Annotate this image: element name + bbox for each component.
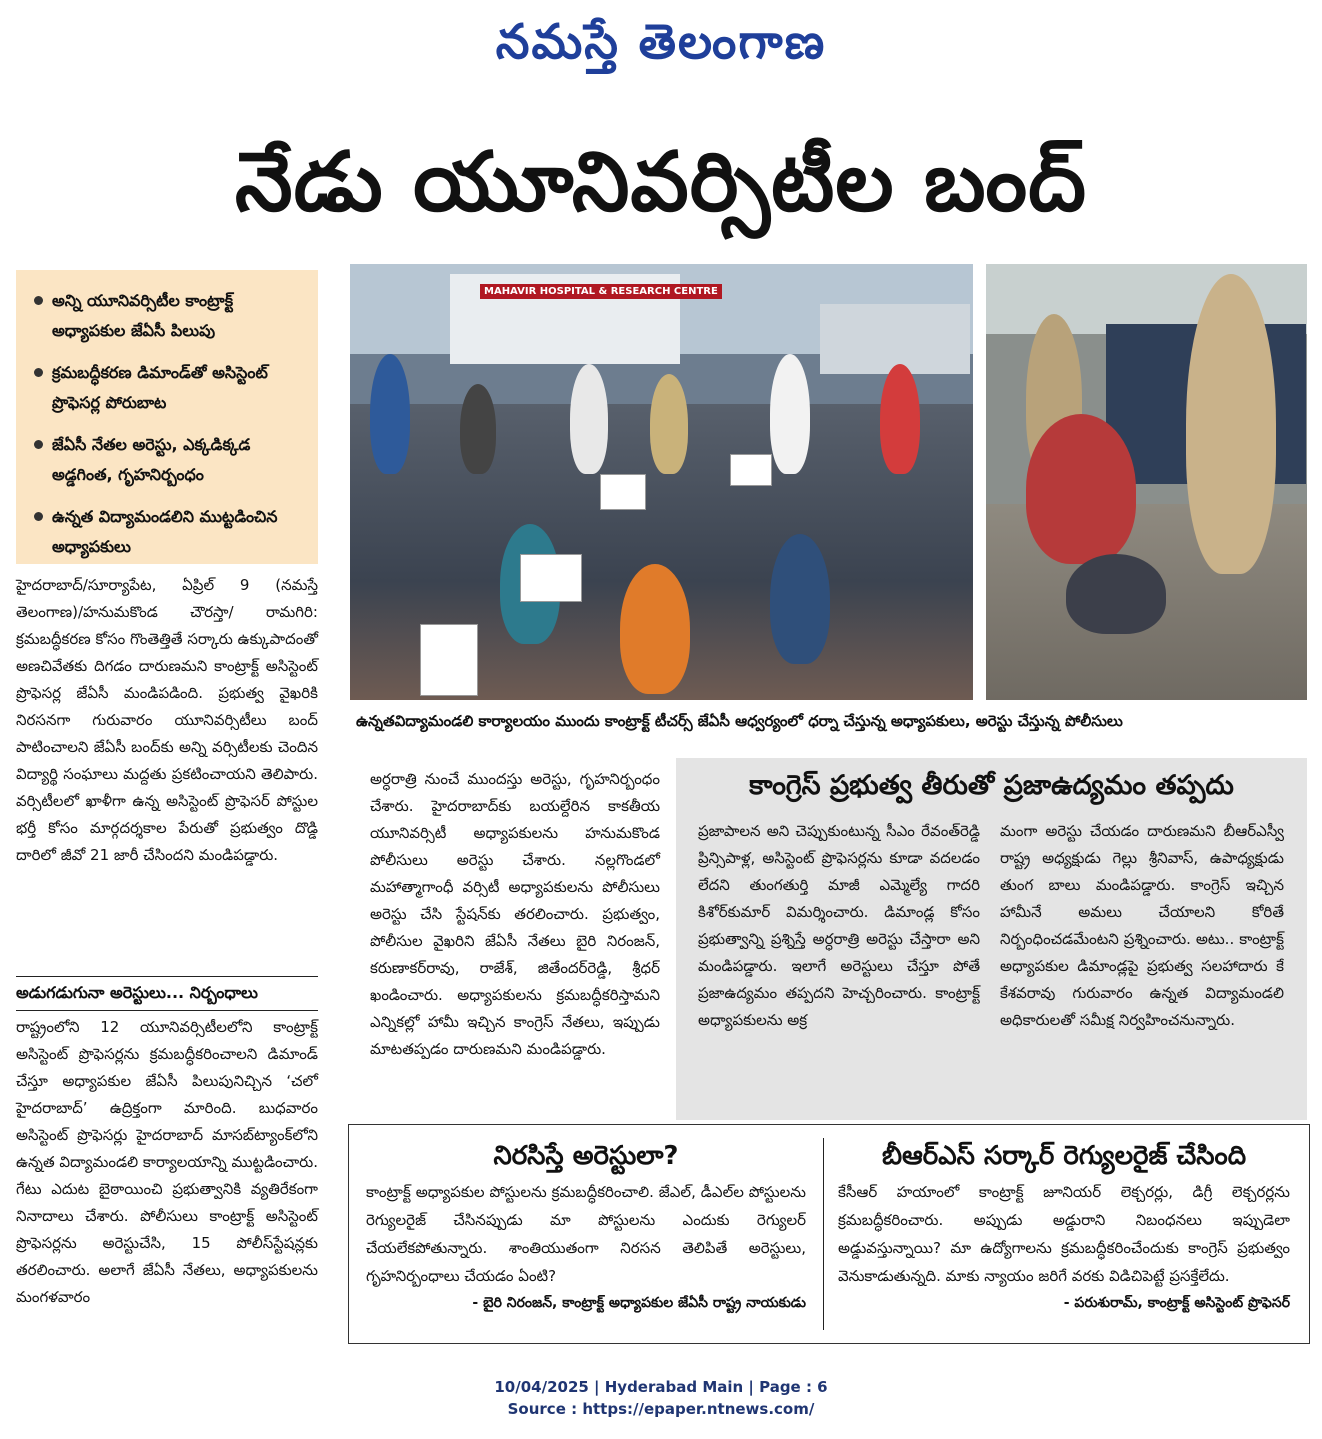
quote-block <box>838 1134 1290 1316</box>
article-body-2: అర్ధరాత్రి నుంచే ముందస్తు అరెస్టు, గృహనిర్బంధం చేశారు. హైదరాబాద్‌కు బయల్దేరిన కాకతీయ యూనివర్సిటీ అధ్యాపకులను హనుమకొండ పోలీసులు అరెస్టు చేశారు. నల్లగొండలో మహాత్మాగాంధీ వర్సిటీ అధ్యాపకులను పోలీసులు అరెస్టు చేసి స్టేషన్‌కు తరలించారు. ప్రభుత్వం, పోలీసుల వైఖరిని జేఏసీ నేతలు బైరి నిరంజన్‌, కరుణాకర్‌రావు, రాజేశ్‌, జితేందర్‌రెడ్డి, శ్రీధర్‌ ఖండించారు. అధ్యాపకులను క్రమబద్ధీకరిస్తామని ఎన్నికల్లో హామీ ఇచ్చిన కాంగ్రెస్‌ నేతలు, ఇప్పుడు మాటతప్పడం దారుణమని మండిపడ్డారు. <box>370 770 660 1058</box>
footer-date: 10/04/2025 | Hyderabad Main | Page : 6 <box>494 1378 828 1396</box>
bullet-icon <box>34 512 43 521</box>
article-lead: హైదరాబాద్‌/సూర్యాపేట, ఏప్రిల్‌ 9 (నమస్తే తెలంగాణ)/హనుమకొండ చౌరస్తా/ రామగిరి: క్రమబద్ధీకరణ కోసం గొంతెత్తితే సర్కారు ఉక్కుపాదంతో అణచివేతకు దిగడం దారుణమని కాంట్రాక్ట్‌ అసిస్టెంట్‌ ప్రొఫెసర్ల జేఏసీ మండిపడింది. ప్రభుత్వ వైఖరికి నిరసనగా గురువారం యూనివర్సిటీలు బంద్‌ పాటించాలని జేఏసీ బంద్‌కు అన్ని వర్సిటీలకు చెందిన విద్యార్థి సంఘాలు మద్దతు ప్రకటించాయని తెలిపారు. వర్సిటీలలో ఖాళీగా ఉన్న అసిస్టెంట్‌ ప్రొఫెసర్‌ పోస్టుల భర్తీ కోసం మార్గదర్శకాల పేరుతో ప్రభుత్వం దొడ్డి దారిలో జీవో 21 జారీ చేసిందని మండిపడ్డారు. <box>16 576 318 864</box>
masthead-logo: నమస్తే తెలంగాణ <box>495 14 827 70</box>
hospital-sign: MAHAVIR HOSPITAL & RESEARCH CENTRE <box>480 284 722 299</box>
quote-title: బీఆర్‌ఎస్‌ సర్కార్‌ రెగ్యులరైజ్‌ చేసింది <box>881 1141 1247 1171</box>
article-column-1b <box>16 1014 318 1311</box>
article-subhead: అడుగడుగునా అరెస్టులు... నిర్బంధాలు <box>16 983 258 1002</box>
highlight-item: క్రమబద్ధీకరణ డిమాండ్‌తో అసిస్టెంట్‌ ప్రొఫెసర్ల పోరుబాట <box>30 358 310 418</box>
quote-body: కేసీఆర్‌ హయాంలో కాంట్రాక్ట్‌ జూనియర్‌ లెక్చరర్లు, డిగ్రీ లెక్చరర్లను క్రమబద్ధీకరించారు. అప్పుడు అడ్డురాని నిబంధనలు ఇప్పుడెలా అడ్డువస్తున్నాయి? మా ఉద్యోగాలను క్రమబద్ధీకరించేందుకు కాంగ్రెస్‌ ప్రభుత్వం వెనుకాడుతున్నది. మాకు న్యాయం జరిగే వరకు విడిచిపెట్టే ప్రసక్తేలేదు. <box>838 1183 1290 1285</box>
article-body-1: రాష్ట్రంలోని 12 యూనివర్సిటీలలోని కాంట్రాక్ట్‌ అసిస్టెంట్‌ ప్రొఫెసర్లను క్రమబద్ధీకరించాలని డిమాండ్‌ చేస్తూ అధ్యాపకుల జేఏసీ పిలుపునిచ్చిన ‘చలో హైదరాబాద్‌’ ఉద్రిక్తంగా మారింది. బుధవారం అసిస్టెంట్‌ ప్రొఫెసర్లు హైదరాబాద్‌ మాసబ్‌ట్యాంక్‌లోని ఉన్నత విద్యామండలి కార్యాలయాన్ని ముట్టడించారు. గేటు ఎదుట బైఠాయించి ప్రభుత్వానికి వ్యతిరేకంగా నినాదాలు చేశారు. పోలీసులు కాంట్రాక్ట్‌ అసిస్టెంట్‌ ప్రొఫెసర్లను అరెస్టుచేసి, 15 పోలీస్‌స్టేషన్లకు తరలించారు. అలాగే జేఏసీ నేతలు, అధ్యాపకులను మంగళవారం <box>16 1018 319 1306</box>
bullet-icon <box>34 368 43 377</box>
sidebar-column-2: మంగా అరెస్టు చేయడం దారుణమని బీఆర్‌ఎస్వీ రాష్ట్ర అధ్యక్షుడు గెల్లు శ్రీనివాస్‌, ఉపాధ్యక్షుడు తుంగ బాలు మండిపడ్డారు. కాంగ్రెస్‌ ఇచ్చిన హామీనే అమలు చేయాలని కోరితే నిర్బంధించడమేంటని ప్రశ్నించారు. అటు.. కాంట్రాక్ట్‌ అధ్యాపకుల డిమాండ్లపై ప్రభుత్వ సలహాదారు కే కేశవరావు గురువారం ఉన్నత విద్యామండలి అధికారులతో సమీక్ష నిర్వహించనున్నారు. <box>1000 822 1284 1029</box>
highlight-item: ఉన్నత విద్యామండలిని ముట్టడించిన అధ్యాపకులు <box>30 502 310 562</box>
article-column-2 <box>370 766 660 1063</box>
protest-photo <box>350 264 973 700</box>
sidebar-title: కాంగ్రెస్‌ ప్రభుత్వ తీరుతో ప్రజాఉద్యమం తప్పదు <box>749 770 1234 801</box>
highlight-item: జేఏసీ నేతల అరెస్టు, ఎక్కడిక్కడ అడ్డగింత, గృహనిర్బంధం <box>30 430 310 490</box>
highlight-item: అన్ని యూనివర్సిటీల కాంట్రాక్ట్‌ అధ్యాపకుల జేఏసీ పిలుపు <box>30 286 310 346</box>
quote-block <box>366 1134 806 1316</box>
highlights-box <box>16 270 318 564</box>
quote-body: కాంట్రాక్ట్‌ అధ్యాపకుల పోస్టులను క్రమబద్ధీకరించాలి. జేఎల్‌, డీఎల్‌ల పోస్టులను రెగ్యులరైజ్‌ చేసినప్పుడు మా పోస్టులను ఎందుకు రెగ్యులర్‌ చేయలేకపోతున్నారు. శాంతియుతంగా నిరసన తెలిపితే అరెస్టులు, గృహనిర్బంధాలు చేయడం ఏంటి? <box>366 1183 806 1285</box>
quote-title: నిరసిస్తే అరెస్టులా? <box>493 1141 679 1171</box>
bullet-icon <box>34 440 43 449</box>
quotes-divider <box>823 1138 824 1330</box>
divider <box>16 976 318 977</box>
page-headline: నేడు యూనివర్సిటీల బంద్‌ <box>235 135 1087 230</box>
arrest-photo <box>986 264 1307 700</box>
quote-signature: - పరుశురామ్‌, కాంట్రాక్ట్‌ అసిస్టెంట్‌ ప్రొఫెసర్‌ <box>1063 1295 1290 1311</box>
bullet-icon <box>34 296 43 305</box>
divider <box>16 1010 318 1011</box>
photo-caption: ఉన్నతవిద్యామండలి కార్యాలయం ముందు కాంట్రాక్ట్‌ టీచర్స్‌ జేఏసీ ఆధ్వర్యంలో ధర్నా చేస్తున్న అధ్యాపకులు, అరెస్టు చేస్తున్న పోలీసులు <box>356 712 1123 730</box>
footer-source: Source : https://epaper.ntnews.com/ <box>507 1400 815 1418</box>
quote-signature: - బైరి నిరంజన్‌, కాంట్రాక్ట్‌ అధ్యాపకుల జేఏసీ రాష్ట్ర నాయకుడు <box>472 1295 806 1311</box>
article-column-1 <box>16 572 318 869</box>
sidebar-column-1: ప్రజాపాలన అని చెప్పుకుంటున్న సీఎం రేవంత్‌రెడ్డి ప్రిన్సిపాళ్ల, అసిస్టెంట్‌ ప్రొఫెసర్లను కూడా వదలడం లేదని తుంగతుర్తి మాజీ ఎమ్మెల్యే గాదరి కిశోర్‌కుమార్‌ విమర్శించారు. డిమాండ్ల కోసం ప్రభుత్వాన్ని ప్రశ్నిస్తే అర్ధరాత్రి అరెస్టు చేస్తారా అని మండిపడ్డారు. ఇలాగే అరెస్టులు చేస్తూ పోతే ప్రజాఉద్యమం తప్పదని హెచ్చరించారు. కాంట్రాక్ట్‌ అధ్యాపకులను అక్ర <box>698 822 980 1029</box>
